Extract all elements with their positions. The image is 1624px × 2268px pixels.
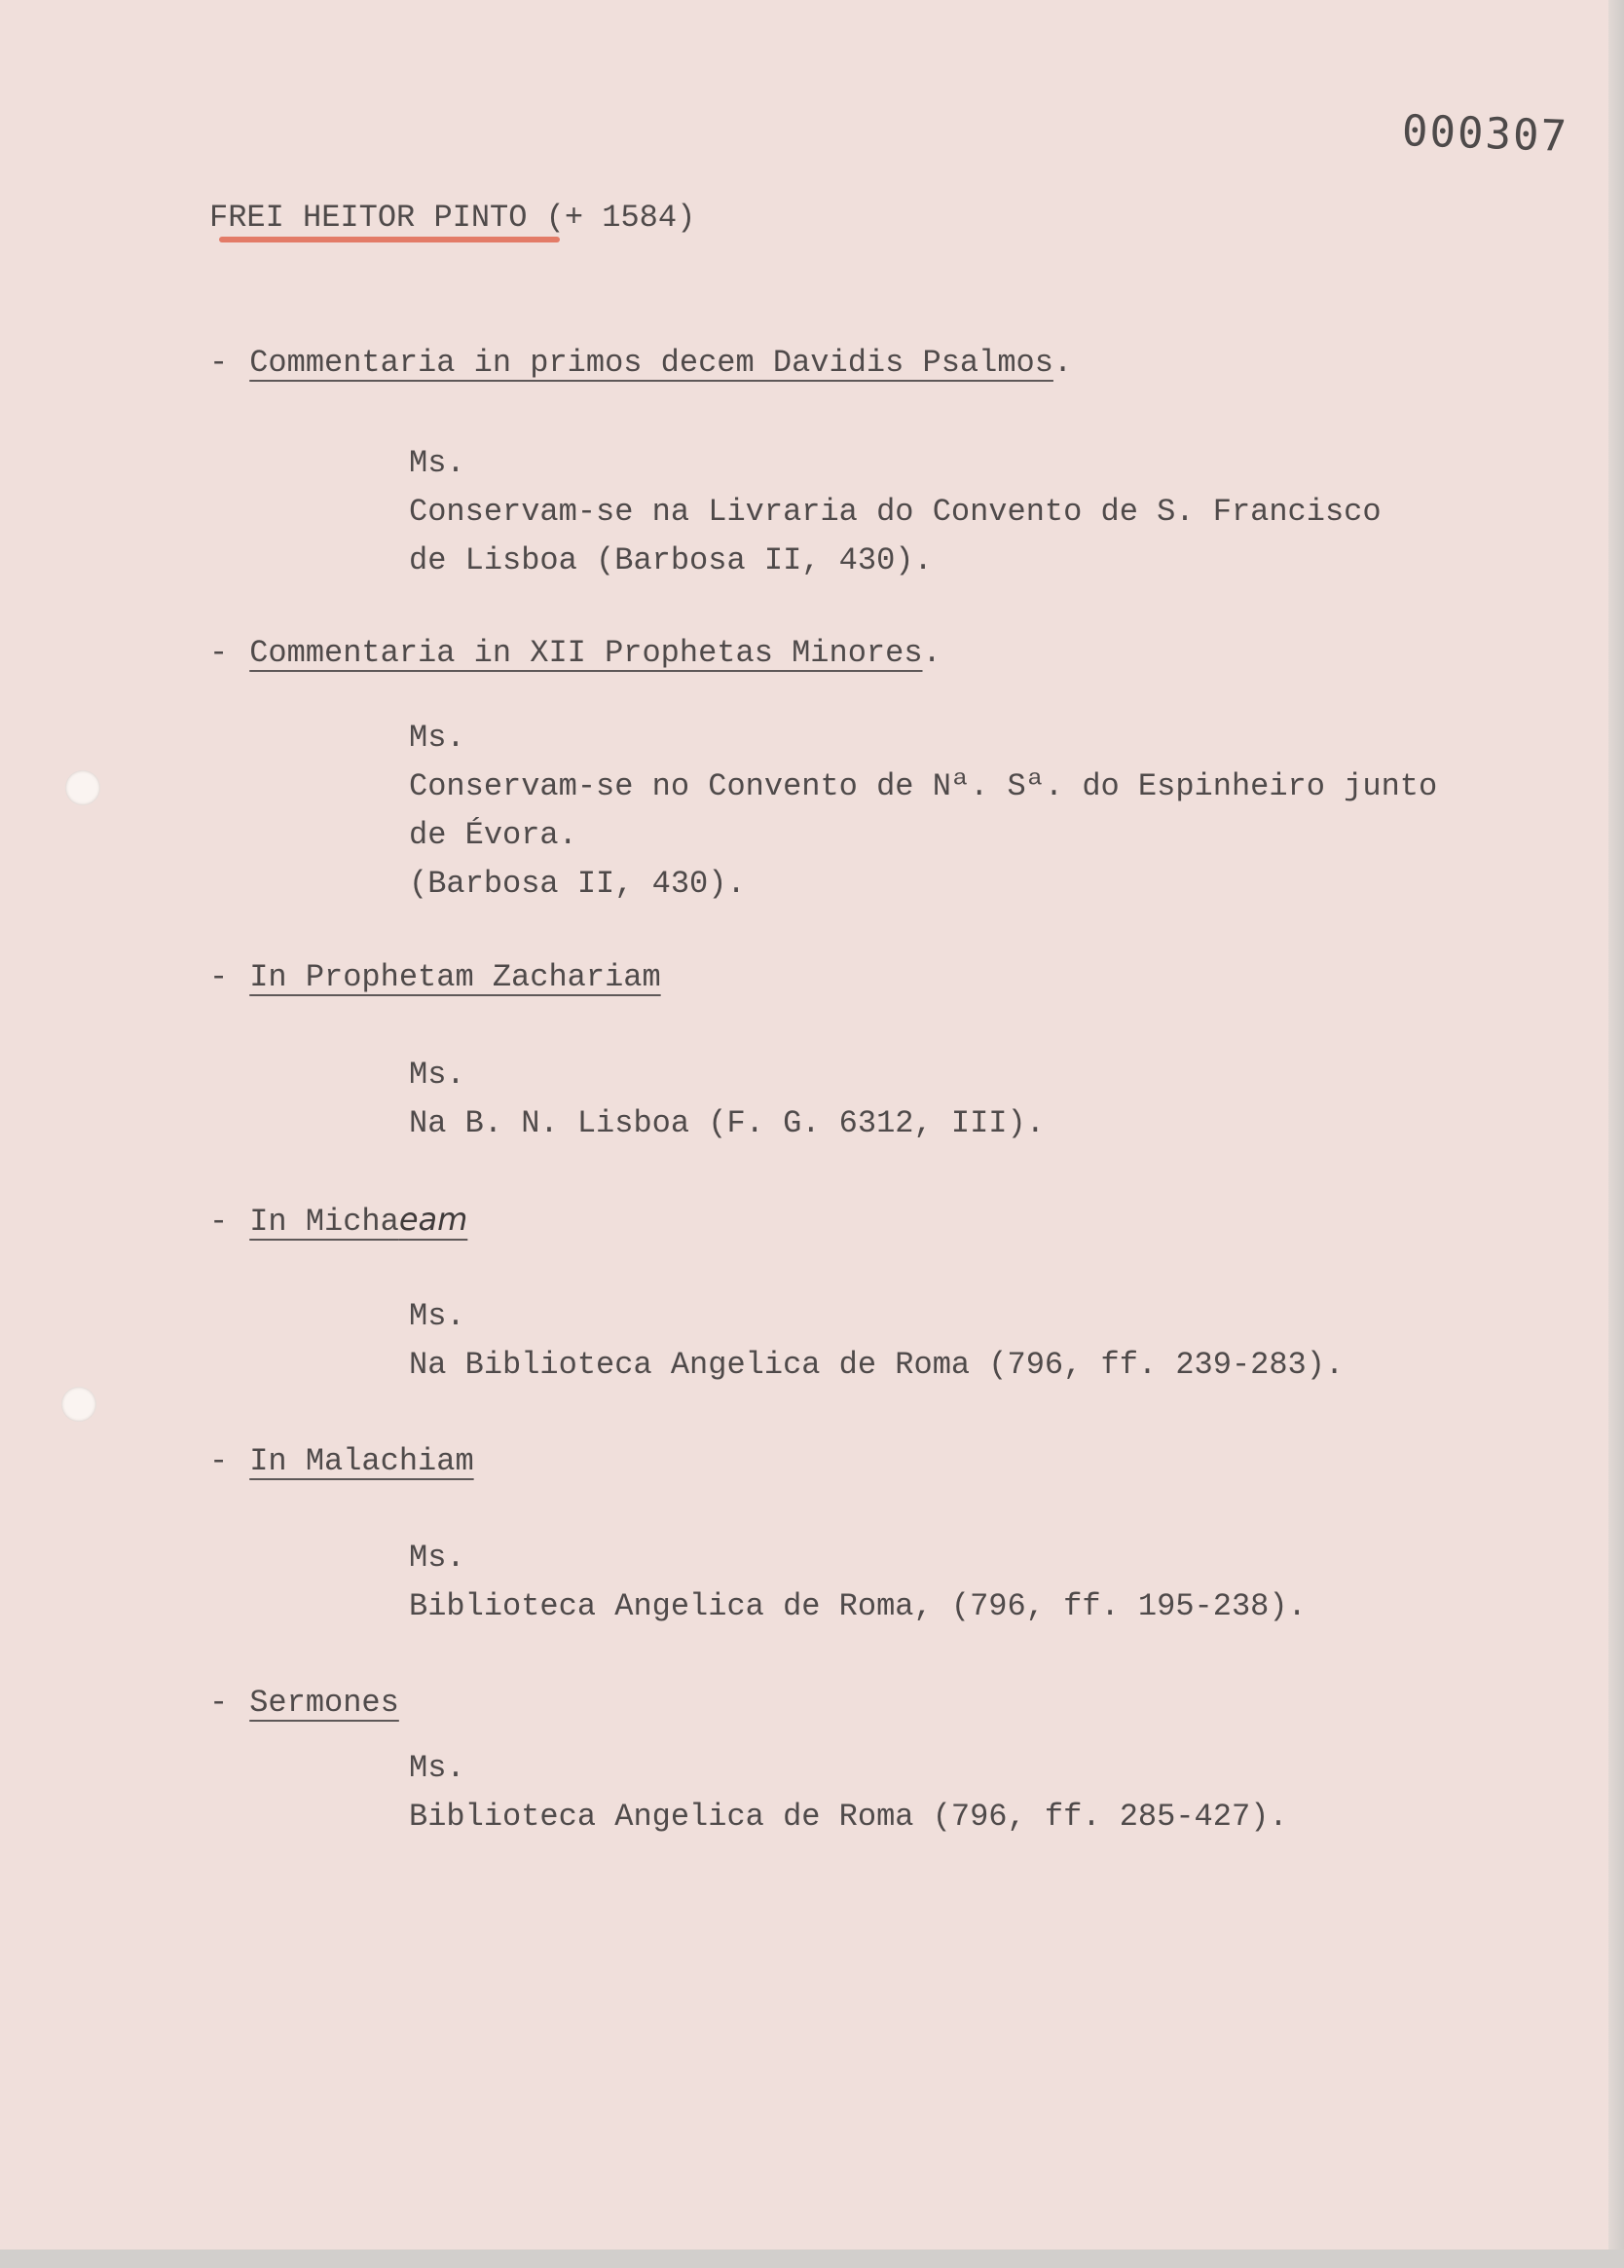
entry-title-2: - Commentaria in XII Prophetas Minores.	[209, 635, 941, 671]
note-line: Conservam-se na Livraria do Convento de S. Francisco	[409, 494, 1382, 530]
work-title: Commentaria in primos decem Davidis Psalmos	[249, 345, 1053, 381]
work-title: Commentaria in XII Prophetas Minores	[249, 635, 923, 671]
page-edge-right	[1608, 0, 1624, 2268]
ms-label: Ms.	[409, 1750, 465, 1786]
note-line: (Barbosa II, 430).	[409, 866, 746, 902]
entry-title-5: - In Malachiam	[209, 1443, 474, 1479]
ms-label: Ms.	[409, 1540, 465, 1576]
punch-hole-top	[65, 770, 100, 805]
ms-label: Ms.	[409, 720, 465, 756]
ms-label: Ms.	[409, 1057, 465, 1093]
page-edge-bottom	[0, 2249, 1624, 2268]
entry-title-4: - In Michaeam	[209, 1201, 468, 1240]
note-line: Biblioteca Angelica de Roma (796, ff. 285-427).	[409, 1799, 1288, 1835]
entry-title-1: - Commentaria in primos decem Davidis Psalmos.	[209, 345, 1073, 381]
work-title: In Prophetam Zachariam	[249, 959, 661, 995]
handwritten-part: eam	[398, 1201, 468, 1238]
note-line: Conservam-se no Convento de Nª. Sª. do Espinheiro junto	[409, 768, 1438, 804]
note-line: de Lisboa (Barbosa II, 430).	[409, 542, 933, 578]
note-line: Na B. N. Lisboa (F. G. 6312, III).	[409, 1105, 1045, 1141]
entry-title-6: - Sermones	[209, 1685, 399, 1721]
page-number-stamp: 000307	[1401, 106, 1569, 162]
punch-hole-bottom	[61, 1387, 96, 1422]
note-line: de Évora.	[409, 817, 577, 853]
typed-part: In Micha	[249, 1204, 399, 1240]
entry-title-3: - In Prophetam Zachariam	[209, 959, 661, 995]
ms-label: Ms.	[409, 1298, 465, 1334]
work-title: In Malachiam	[249, 1443, 474, 1479]
ms-label: Ms.	[409, 445, 465, 481]
page-title	[209, 199, 695, 238]
work-title	[249, 1201, 468, 1240]
note-line: Na Biblioteca Angelica de Roma (796, ff. 239-283).	[409, 1347, 1345, 1383]
work-title: Sermones	[249, 1685, 399, 1721]
title-punct: .	[922, 635, 941, 671]
author-dates: (+ 1584)	[545, 200, 696, 236]
note-line: Biblioteca Angelica de Roma, (796, ff. 195-238).	[409, 1588, 1307, 1624]
author-name: FREI HEITOR PINTO	[209, 200, 528, 236]
title-punct: .	[1052, 345, 1073, 381]
